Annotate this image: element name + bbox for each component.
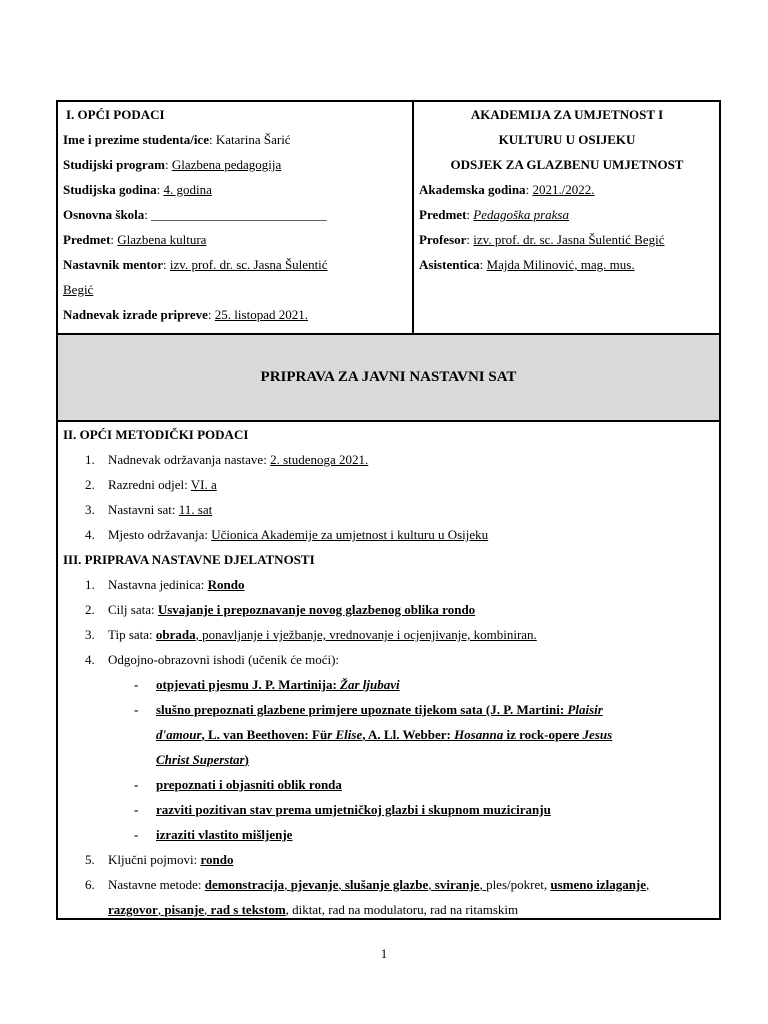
list-item: 4. Odgojno-obrazovni ishodi (učenik će moći): — [85, 652, 340, 667]
date-row: Nadnevak izrade pripreve: 25. listopad 2021. — [63, 307, 308, 322]
outcome-item: - otpjevati pjesmu J. P. Martinija: Žar ljubavi — [134, 677, 400, 692]
mentor-row: Nastavnik mentor: izv. prof. dr. sc. Jasna Šulentić — [63, 257, 328, 272]
outcome-item: - izraziti vlastito mišljenje — [134, 827, 293, 842]
general-data-column — [63, 102, 408, 327]
list-item: 2. Razredni odjel: VI. a — [85, 477, 217, 492]
subject-row: Predmet: Glazbena kultura — [63, 232, 207, 247]
list-item: 2. Cilj sata: Usvajanje i prepoznavanje novog glazbenog oblika rondo — [85, 602, 476, 617]
lesson-body — [63, 422, 713, 922]
institution-line-1: AKADEMIJA ZA UMJETNOST I — [470, 107, 664, 122]
lesson-plan-table — [56, 100, 721, 920]
document-title: PRIPRAVA ZA JAVNI NASTAVNI SAT — [58, 335, 719, 422]
year-row: Studijska godina: 4. godina — [63, 182, 212, 197]
professor-row: Profesor: izv. prof. dr. sc. Jasna Šulentić Begić — [419, 232, 665, 247]
outcome-item: - prepoznati i objasniti oblik ronda — [134, 777, 342, 792]
course-row: Predmet: Pedagoška praksa — [419, 207, 569, 222]
list-item: 3. Nastavni sat: 11. sat — [85, 502, 213, 517]
student-row: Ime i prezime studenta/ice: Katarina Šarić — [63, 132, 291, 147]
section-3-heading: III. PRIPRAVA NASTAVNE DJELATNOSTI — [63, 552, 315, 567]
section-1-heading: I. OPĆI PODACI — [66, 107, 165, 122]
outcome-item: - razviti pozitivan stav prema umjetničkoj glazbi i skupnom muziciranju — [134, 802, 551, 817]
section-2-heading: II. OPĆI METODIČKI PODACI — [63, 427, 249, 442]
list-item: 6. Nastavne metode: demonstracija, pjevanje, slušanje glazbe, sviranje, ples/pokret, usmeno izlaganje, razgovor, pisanje, rad s tekstom, diktat, rad na modulatoru, rad na ritamskim — [85, 877, 650, 917]
header-block — [58, 102, 719, 335]
list-item: 5. Ključni pojmovi: rondo — [85, 852, 234, 867]
school-row: Osnovna škola: ___________________________ — [63, 207, 327, 222]
list-item: 4. Mjesto održavanja: Učionica Akademije za umjetnost i kulturu u Osijeku — [85, 527, 489, 542]
list-item: 1. Nadnevak održavanja nastave: 2. studenoga 2021. — [85, 452, 369, 467]
department-line: ODSJEK ZA GLAZBENU UMJETNOST — [450, 157, 684, 172]
list-item: 3. Tip sata: obrada, ponavljanje i vježbanje, vrednovanje i ocjenjivanje, kombiniran. — [85, 627, 537, 642]
mentor-row-cont: Begić — [63, 282, 94, 297]
institution-column — [419, 102, 715, 277]
column-divider — [412, 102, 414, 333]
outcome-item: - slušno prepoznati glazbene primjere upoznate tijekom sata (J. P. Martini: Plaisir d'amour, L. van Beethoven: Für Elise, A. Ll. Webber: Hosanna iz rock-opere Jesus Christ Superstar) — [134, 702, 613, 767]
program-row: Studijski program: Glazbena pedagogija — [63, 157, 282, 172]
assistant-row: Asistentica: Majda Milinović, mag. mus. — [419, 257, 635, 272]
list-item: 1. Nastavna jedinica: Rondo — [85, 577, 245, 592]
institution-line-2: KULTURU U OSIJEKU — [498, 132, 636, 147]
page-number: 1 — [380, 946, 388, 961]
academic-year-row: Akademska godina: 2021./2022. — [419, 182, 595, 197]
